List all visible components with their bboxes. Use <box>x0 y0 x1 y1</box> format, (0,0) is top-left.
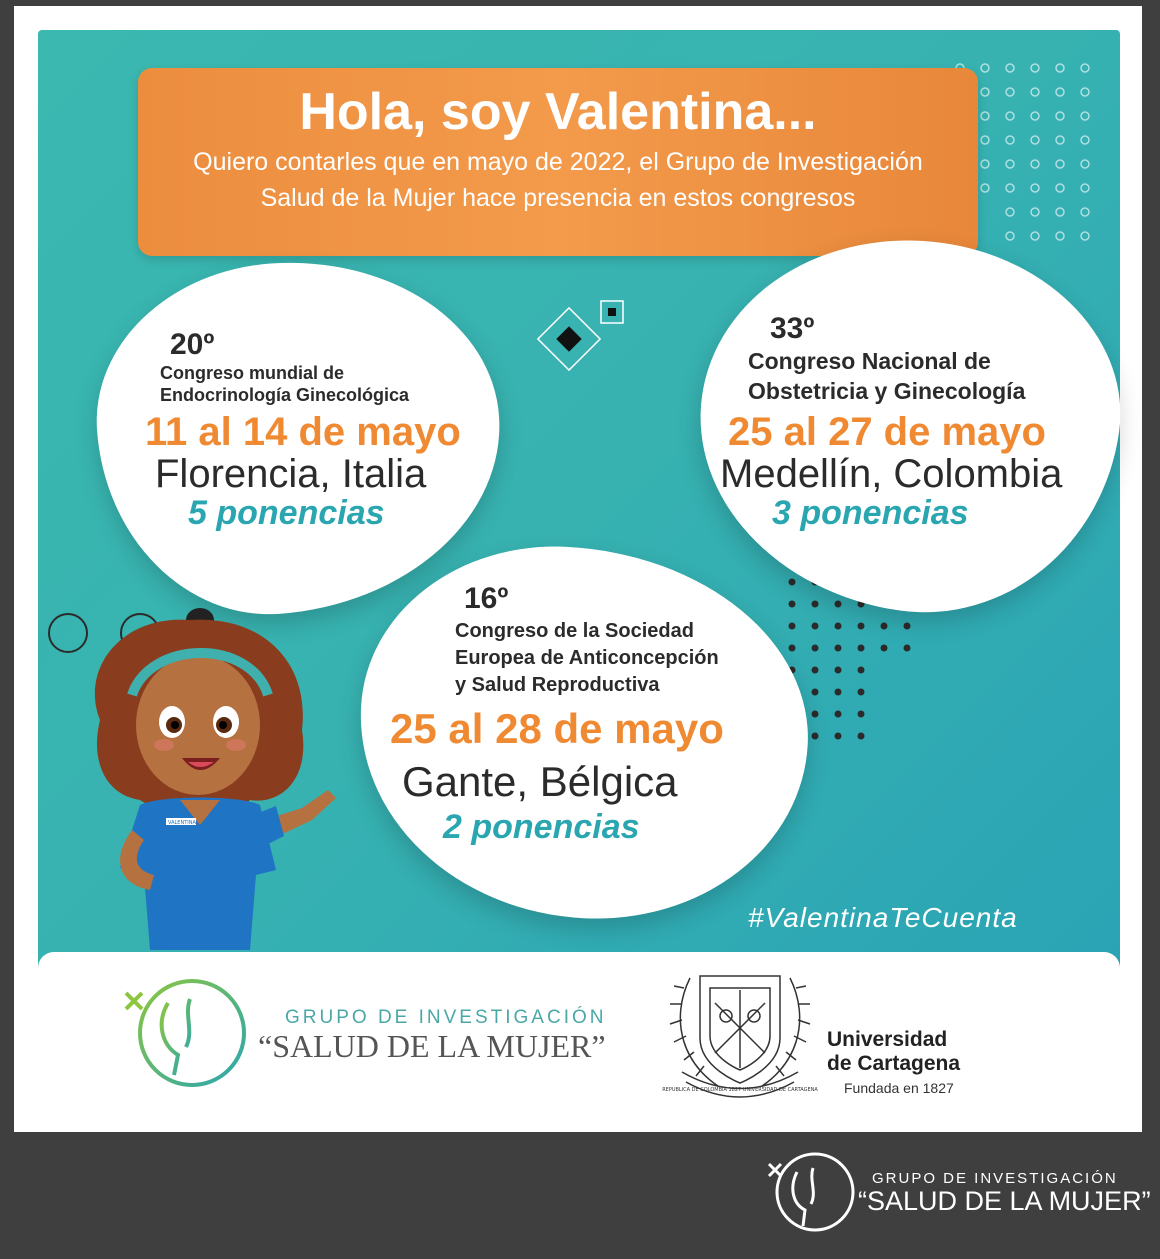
decorative-dot <box>835 601 842 608</box>
congress-talks: 5 ponencias <box>188 494 385 532</box>
congress-name-line: Congreso de la Sociedad <box>455 620 694 642</box>
decorative-dot <box>1006 88 1014 96</box>
congress-number: 16º <box>464 582 509 615</box>
decorative-dot <box>835 711 842 718</box>
header-banner <box>138 68 978 256</box>
congress-number: 20º <box>170 328 215 361</box>
congress-name <box>455 618 719 699</box>
decorative-dot <box>1056 208 1064 216</box>
congress-city: Medellín, Colombia <box>720 452 1063 496</box>
decorative-dot <box>835 623 842 630</box>
decorative-dot <box>1056 160 1064 168</box>
decorative-dot <box>812 645 819 652</box>
decorative-dot <box>858 711 865 718</box>
seal-text: REPUBLICA DE COLOMBIA 1827 UNIVERSIDAD DE CARTAGENA <box>662 1087 818 1093</box>
decorative-dot <box>1031 112 1039 120</box>
decorative-dot <box>858 645 865 652</box>
decorative-dot <box>981 88 989 96</box>
decorative-dot <box>812 667 819 674</box>
decorative-dot <box>981 112 989 120</box>
decorative-dot <box>1006 208 1014 216</box>
decorative-dot <box>1031 136 1039 144</box>
decorative-dot <box>789 579 796 586</box>
decorative-dot <box>835 645 842 652</box>
congress-name-line: Endocrinología Ginecológica <box>160 385 410 405</box>
congress-talks: 3 ponencias <box>772 494 969 532</box>
decorative-dot <box>812 733 819 740</box>
decorative-dot <box>835 667 842 674</box>
decorative-dot <box>1056 64 1064 72</box>
university-name-line: Universidad <box>827 1028 948 1051</box>
congress-dates: 25 al 27 de mayo <box>728 410 1046 454</box>
decorative-dot <box>1006 184 1014 192</box>
decorative-dot <box>1081 64 1089 72</box>
stamp-edge-right <box>1136 6 1148 1132</box>
decorative-dot <box>981 184 989 192</box>
decorative-dot <box>812 601 819 608</box>
decorative-dot <box>1006 64 1014 72</box>
decorative-dot <box>1081 160 1089 168</box>
decorative-dot <box>881 623 888 630</box>
decorative-dot <box>1081 136 1089 144</box>
decorative-dot <box>1056 232 1064 240</box>
decorative-dot <box>904 645 911 652</box>
decorative-dot <box>1031 232 1039 240</box>
decorative-dot <box>1031 88 1039 96</box>
decorative-dot <box>1056 136 1064 144</box>
decorative-dot <box>1081 208 1089 216</box>
congress-name-line: Obstetricia y Ginecología <box>748 378 1026 404</box>
watermark-name: “SALUD DE LA MUJER” <box>858 1186 1151 1216</box>
decorative-dot <box>789 601 796 608</box>
decorative-dot <box>812 711 819 718</box>
decorative-dot <box>858 733 865 740</box>
decorative-dot <box>881 645 888 652</box>
stamp-edge-left <box>8 6 20 1132</box>
decorative-dot <box>812 689 819 696</box>
university-name <box>827 1028 960 1076</box>
decorative-dot <box>1081 232 1089 240</box>
congress-talks: 2 ponencias <box>443 808 640 846</box>
decorative-diamonds <box>535 295 635 385</box>
header-intro: Quiero contarles que en mayo de 2022, el Grupo de Investigación Salud de la Mujer hace presencia en estos congresos <box>193 148 923 212</box>
decorative-dot <box>1056 88 1064 96</box>
valentina-character-illustration <box>80 600 360 950</box>
decorative-dot <box>789 623 796 630</box>
university-founded: Fundada en 1827 <box>844 1080 954 1096</box>
decorative-dot <box>1006 112 1014 120</box>
congress-city: Gante, Bélgica <box>402 758 678 805</box>
decorative-dot <box>812 623 819 630</box>
watermark-logo-icon <box>765 1150 855 1235</box>
congress-name <box>160 362 409 406</box>
decorative-dot <box>1081 184 1089 192</box>
decorative-dot <box>1081 112 1089 120</box>
decorative-dot <box>1031 160 1039 168</box>
decorative-dot <box>1031 208 1039 216</box>
decorative-dot <box>858 623 865 630</box>
decorative-dot <box>1006 232 1014 240</box>
header-title: Hola, soy Valentina... <box>299 83 817 141</box>
decorative-dot <box>1056 184 1064 192</box>
stamp-edge-top <box>14 0 1142 12</box>
group-title: GRUPO DE INVESTIGACIÓN <box>285 1007 607 1028</box>
decorative-dot <box>789 645 796 652</box>
watermark-title: GRUPO DE INVESTIGACIÓN <box>872 1170 1118 1187</box>
decorative-dot <box>1031 184 1039 192</box>
congress-dates: 25 al 28 de mayo <box>390 705 724 752</box>
decorative-dot <box>1056 112 1064 120</box>
decorative-dot <box>904 623 911 630</box>
decorative-dot <box>981 136 989 144</box>
congress-name-line: Congreso Nacional de <box>748 348 991 374</box>
congress-name-line: y Salud Reproductiva <box>455 674 660 696</box>
decorative-dot <box>981 160 989 168</box>
decorative-dot <box>1006 136 1014 144</box>
congress-name <box>748 346 1025 406</box>
decorative-dot <box>1031 64 1039 72</box>
congress-name-line: Congreso mundial de <box>160 363 345 383</box>
university-name-line: de Cartagena <box>827 1052 961 1075</box>
decorative-dot <box>1081 88 1089 96</box>
group-name: “SALUD DE LA MUJER” <box>258 1028 606 1064</box>
congress-city: Florencia, Italia <box>155 452 427 496</box>
salud-mujer-logo-icon <box>120 975 250 1090</box>
decorative-dot <box>835 689 842 696</box>
university-seal-icon <box>660 958 820 1108</box>
hashtag: #ValentinaTeCuenta <box>748 902 1018 933</box>
name-badge: VALENTINA <box>168 820 196 826</box>
congress-number: 33º <box>770 312 815 345</box>
decorative-dot <box>858 667 865 674</box>
congress-dates: 11 al 14 de mayo <box>145 410 461 454</box>
congress-name-line: Europea de Anticoncepción <box>455 647 719 669</box>
decorative-dot <box>858 689 865 696</box>
decorative-dot <box>1006 160 1014 168</box>
decorative-dot <box>835 733 842 740</box>
decorative-dot <box>981 64 989 72</box>
